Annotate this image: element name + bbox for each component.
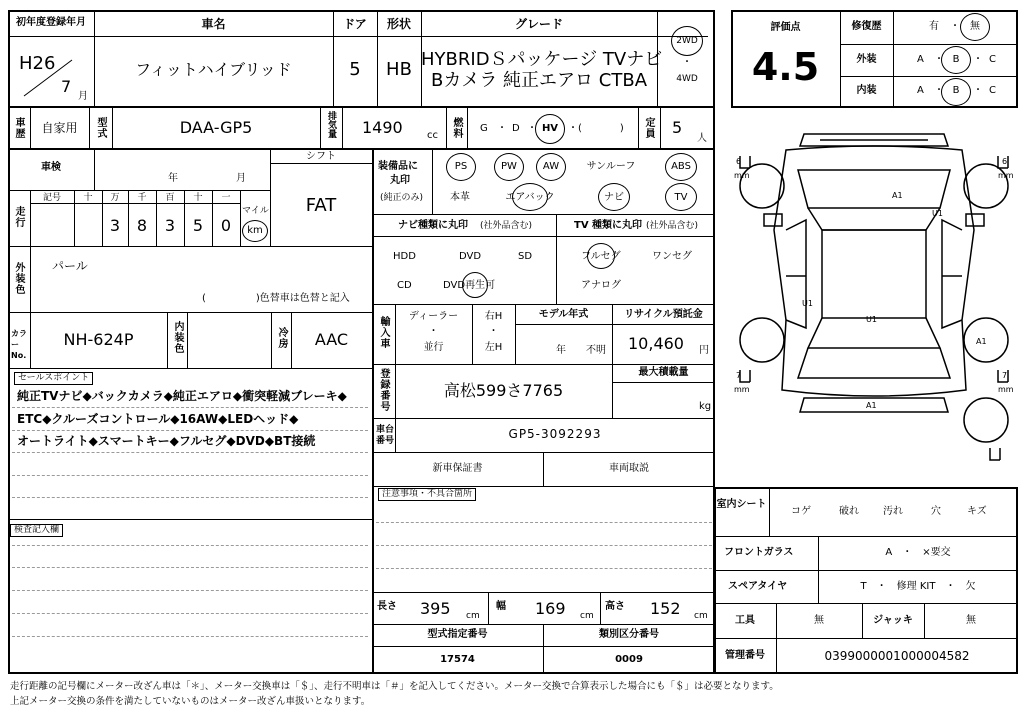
mileage-digit: 8 <box>136 216 148 235</box>
color-change-note: ( )色替車は色替と記入 <box>202 293 350 304</box>
col-divider <box>446 106 447 148</box>
col-divider <box>660 106 661 148</box>
row-divider <box>8 148 715 150</box>
row-divider <box>372 236 715 237</box>
length-label: 長さ <box>377 601 397 612</box>
grade-c: C <box>989 85 996 96</box>
tv-header-note: (社外品含む) <box>646 221 699 231</box>
shaken-label: 車検 <box>41 162 61 173</box>
type-designation: 17574 <box>440 654 475 665</box>
cooler-label: 冷房 <box>276 327 287 349</box>
row-divider <box>714 570 1018 571</box>
ruled-line <box>376 522 712 523</box>
row-divider <box>372 418 715 419</box>
row-divider <box>612 382 715 383</box>
dot: ・ <box>973 54 983 65</box>
import-label: 輸入車 <box>378 316 389 349</box>
dot: ・ <box>568 123 578 134</box>
mileage-digit: 3 <box>164 216 176 235</box>
equip-ps: PS <box>454 161 468 172</box>
car-diagram <box>726 120 1022 476</box>
mileage-digit: 3 <box>109 216 121 235</box>
digit-label: 十 <box>193 193 203 203</box>
col-divider <box>342 106 343 148</box>
tv-header: TV 種類に丸印 <box>574 220 643 231</box>
row-divider <box>714 536 1018 537</box>
drive-4wd: 4WD <box>676 74 698 84</box>
row-divider <box>8 36 708 37</box>
dot: ・ <box>428 326 439 337</box>
warranty: 新車保証書 <box>432 463 483 474</box>
digit-label: 十 <box>83 193 93 203</box>
damage-mark: A1 <box>976 337 987 346</box>
ruled-line <box>12 407 368 408</box>
row-divider <box>8 190 270 191</box>
row-divider <box>372 646 715 647</box>
mileage-digit: 5 <box>192 216 204 235</box>
dim-unit: cm <box>466 611 480 621</box>
equip-pw: PW <box>501 161 517 172</box>
tire-tread-front-right: 6 <box>1002 157 1008 166</box>
dot: ・ <box>527 123 537 134</box>
notes-label: 注意事項・不具合箇所 <box>378 488 476 501</box>
fuel-d: D <box>512 123 520 134</box>
first-reg-label: 初年度登録年月 <box>16 17 86 28</box>
col-divider <box>818 536 819 603</box>
model-year-unit: 年 <box>556 345 566 356</box>
footer-note: 上記メーター交換の条件を満たしていないものはメーター改ざん車扱いとなります。 <box>10 696 371 707</box>
row-divider <box>840 76 1018 77</box>
col-divider <box>600 592 601 624</box>
glass: A ・ ×要交 <box>885 547 951 558</box>
sales-point-line: 純正TVナビ◆バックカメラ◆純正エアロ◆衝突軽減ブレーキ◆ <box>17 389 347 403</box>
height-label: 高さ <box>605 601 625 612</box>
recycle-unit: 円 <box>699 345 709 356</box>
inspection-notes-label: 検査記入欄 <box>10 524 63 537</box>
row-divider <box>372 592 715 593</box>
tools-label: 工具 <box>735 615 755 626</box>
tv-fullseg: フルセグ <box>581 251 621 262</box>
dim-unit: cm <box>694 611 708 621</box>
doors-label: ドア <box>343 17 367 31</box>
drive-2wd: 2WD <box>676 36 698 46</box>
row-divider <box>840 44 1018 45</box>
shift-label: シフト <box>306 151 336 162</box>
cooler: AAC <box>314 330 349 349</box>
drive-dot: ・ <box>682 57 692 68</box>
equipment-label: 丸印 <box>390 175 410 186</box>
capacity-unit: 人 <box>697 133 707 144</box>
color-no: NH-624P <box>63 330 134 349</box>
width: 169 <box>535 599 566 618</box>
seat-item: キズ <box>967 506 987 517</box>
ruled-line <box>12 545 368 546</box>
import-right-h: 右H <box>484 311 503 322</box>
seat-label: 室内シート <box>716 499 767 510</box>
manual: 車両取説 <box>609 463 649 474</box>
damage-mark: A1 <box>866 401 877 410</box>
displacement-unit: cc <box>427 130 438 141</box>
grade-a: A <box>917 85 924 96</box>
mm-label: mm <box>734 385 750 394</box>
col-divider <box>776 603 777 674</box>
ruled-line <box>12 452 368 453</box>
grade-b: B <box>952 54 960 65</box>
nav-header-note: (社外品含む) <box>480 221 533 231</box>
height: 152 <box>650 599 681 618</box>
import-parallel: 並行 <box>423 342 444 353</box>
equipment-label: 装備品に <box>378 161 418 172</box>
sales-point-line: ETC◆クルーズコントロール◆16AW◆LEDヘッド◆ <box>17 412 299 426</box>
score-label: 評価点 <box>770 22 801 33</box>
mile-label: マイル <box>242 206 269 216</box>
col-divider <box>30 246 31 312</box>
row-divider <box>372 486 715 487</box>
nav-sd: SD <box>518 251 533 262</box>
ruled-line <box>12 567 368 568</box>
dot: ・ <box>973 85 983 96</box>
mileage-label: 走行 <box>13 206 24 228</box>
dot: ・ <box>497 123 507 134</box>
digit-label: 一 <box>221 193 231 203</box>
fuel-hv: HV <box>541 123 559 134</box>
sales-points-label: セールスポイント <box>14 372 93 385</box>
col-divider <box>89 106 90 148</box>
seat-item: コゲ <box>791 506 811 517</box>
ruled-line <box>12 497 368 498</box>
equip-aw: AW <box>542 161 560 172</box>
grade-line1: HYBRIDＳパッケージ TVナビ <box>421 49 663 70</box>
row-divider <box>372 304 715 305</box>
model-year-unknown: 不明 <box>586 345 606 356</box>
import-dealer: ディーラー <box>408 311 459 322</box>
row-divider <box>372 214 715 215</box>
dot: ・ <box>950 21 960 32</box>
equip-airbag: エアバック <box>505 192 555 203</box>
grade-b: B <box>952 85 960 96</box>
max-load-unit: kg <box>699 401 712 412</box>
fuel-label: 燃料 <box>451 117 462 139</box>
width-label: 幅 <box>496 601 506 612</box>
col-divider <box>893 10 894 108</box>
spare: T ・ 修理 KIT ・ 欠 <box>860 581 976 592</box>
history: 自家用 <box>41 121 78 135</box>
capacity-label: 定員 <box>643 117 654 139</box>
max-load-label: 最大積載量 <box>638 367 689 378</box>
col-divider <box>467 106 468 148</box>
grade-c: C <box>989 54 996 65</box>
plate: 高松599さ7765 <box>443 381 564 400</box>
ruled-line <box>376 545 712 546</box>
digit-label: 万 <box>110 193 120 203</box>
displacement-label: 排気量 <box>326 111 336 138</box>
exterior-color-label: 外装色 <box>13 262 24 295</box>
row-divider <box>714 638 1018 639</box>
equip-tv: TV <box>674 192 688 203</box>
first-reg-month-unit: 月 <box>78 91 88 102</box>
damage-mark: U1 <box>802 299 813 308</box>
dot: ・ <box>934 85 944 96</box>
row-divider <box>714 603 1018 604</box>
fuel-other: ( ) <box>578 123 630 134</box>
row-divider <box>8 106 715 108</box>
repair-label: 修復歴 <box>851 21 882 32</box>
footer-note: 走行距離の記号欄にメーター改ざん車は「＊」、メーター交換車は「＄」、走行不明車は「＃」を記入してください。メーター交換で合算表示した場合にも「＄」は必要となります。 <box>10 681 779 692</box>
grade-a: A <box>917 54 924 65</box>
history-label: 車歴 <box>13 117 24 139</box>
equip-abs: ABS <box>671 161 691 172</box>
exterior-color: パール <box>52 259 88 273</box>
dot: ・ <box>488 326 499 337</box>
center-divider <box>372 148 374 674</box>
grade-label: グレード <box>514 17 563 31</box>
category-label: 類別区分番号 <box>599 629 659 640</box>
col-divider <box>432 148 433 214</box>
first-reg-month: 7 <box>61 77 72 96</box>
tools: 無 <box>814 615 824 626</box>
nav-cd: CD <box>397 280 412 291</box>
seat-item: 破れ <box>839 506 859 517</box>
spare-label: スペアタイヤ <box>728 581 788 592</box>
seat-item: 穴 <box>931 506 941 517</box>
equip-navi: ナビ <box>604 192 624 203</box>
recycle: 10,460 <box>628 334 684 353</box>
recycle-label: リサイクル預託金 <box>624 309 703 320</box>
doors: 5 <box>349 59 361 80</box>
fuel-g: G <box>480 123 488 134</box>
ruled-line <box>12 636 368 637</box>
shape-label: 形状 <box>386 17 411 31</box>
equipment-note: (純正のみ) <box>380 193 424 203</box>
tv-analog: アナログ <box>581 280 621 291</box>
col-divider <box>320 106 321 148</box>
tv-oneseg: ワンセグ <box>652 251 692 262</box>
col-divider <box>488 592 489 624</box>
tire-tread-rear-left: 7 <box>736 371 742 380</box>
col-divider <box>94 148 95 190</box>
col-divider <box>556 214 557 304</box>
mm-label: mm <box>998 171 1014 180</box>
model-year-label: モデル年式 <box>538 309 589 320</box>
grade-line2: Bカメラ 純正エアロ CTBA <box>430 70 648 91</box>
length: 395 <box>420 599 451 618</box>
col-divider <box>638 106 639 148</box>
seat-item: 汚れ <box>883 506 903 517</box>
mm-label: mm <box>998 385 1014 394</box>
mileage-digit: 0 <box>220 216 232 235</box>
car-name: フィットハイブリッド <box>135 60 292 79</box>
shape: HB <box>386 59 412 80</box>
ruled-line <box>12 430 368 431</box>
interior-color-label: 内装色 <box>172 321 183 354</box>
repair-yes: 有 <box>929 21 939 32</box>
ruled-line <box>12 475 368 476</box>
repair-no: 無 <box>970 21 980 32</box>
ruled-line <box>12 613 368 614</box>
exterior-label: 外装 <box>856 54 877 65</box>
col-divider <box>187 312 188 368</box>
dot: ・ <box>934 54 944 65</box>
row-divider <box>372 364 715 365</box>
model: DAA-GP5 <box>179 118 253 137</box>
mgmt-label: 管理番号 <box>725 650 765 661</box>
chassis-label: 車台番号 <box>376 425 395 446</box>
chassis: GP5-3092293 <box>508 427 602 441</box>
mm-label: mm <box>734 171 750 180</box>
year-unit: 年 <box>168 173 178 184</box>
nav-dvd: DVD <box>459 251 482 262</box>
ruled-line <box>12 590 368 591</box>
glass-label: フロントガラス <box>724 547 794 558</box>
row-divider <box>515 324 715 325</box>
ruled-line <box>376 568 712 569</box>
equip-sunroof: サンルーフ <box>586 161 636 172</box>
score: 4.5 <box>751 45 820 89</box>
col-divider <box>240 190 241 246</box>
capacity: 5 <box>672 118 683 137</box>
tire-tread-rear-right: 7 <box>1002 371 1008 380</box>
digit-label: 千 <box>137 193 147 203</box>
km-label: km <box>247 225 263 236</box>
type-designation-label: 型式指定番号 <box>427 629 488 640</box>
shift: FAT <box>305 195 337 216</box>
digit-label: 百 <box>165 193 175 203</box>
kigou-label: 記号 <box>42 193 61 203</box>
row-divider <box>8 246 372 247</box>
row-divider <box>270 163 372 164</box>
dim-unit: cm <box>580 611 594 621</box>
first-reg-era: H26 <box>19 53 56 74</box>
col-divider <box>769 487 770 536</box>
damage-mark: A1 <box>892 191 903 200</box>
row-divider <box>8 312 372 313</box>
interior-label: 内装 <box>856 85 877 96</box>
tire-tread-front-left: 6 <box>736 157 742 166</box>
category: 0009 <box>615 654 643 665</box>
car-name-label: 車名 <box>201 17 226 31</box>
month-unit: 月 <box>236 173 246 184</box>
model-label: 型式 <box>95 117 106 139</box>
sales-point-line: オートライト◆スマートキー◆フルセグ◆DVD◆BT接続 <box>17 434 316 448</box>
plate-label: 登録番号 <box>378 368 389 412</box>
equip-leather: 本革 <box>450 192 470 203</box>
import-left-h: 左H <box>484 342 503 353</box>
col-divider <box>271 312 272 368</box>
mgmt: 0399000001000004582 <box>824 649 970 663</box>
jack-label: ジャッキ <box>873 615 913 626</box>
row-divider <box>30 203 240 204</box>
damage-mark: U1 <box>932 209 943 218</box>
jack: 無 <box>966 615 976 626</box>
nav-header: ナビ種類に丸印 <box>398 220 468 231</box>
displacement: 1490 <box>362 118 403 137</box>
col-divider <box>167 312 168 368</box>
nav-hdd: HDD <box>393 251 416 262</box>
row-divider <box>8 519 372 520</box>
row-divider <box>8 368 372 369</box>
color-no-label: カラーNo. <box>11 329 27 361</box>
nav-dvd-play: DVD再生可 <box>443 280 496 291</box>
damage-mark: U1 <box>866 315 877 324</box>
